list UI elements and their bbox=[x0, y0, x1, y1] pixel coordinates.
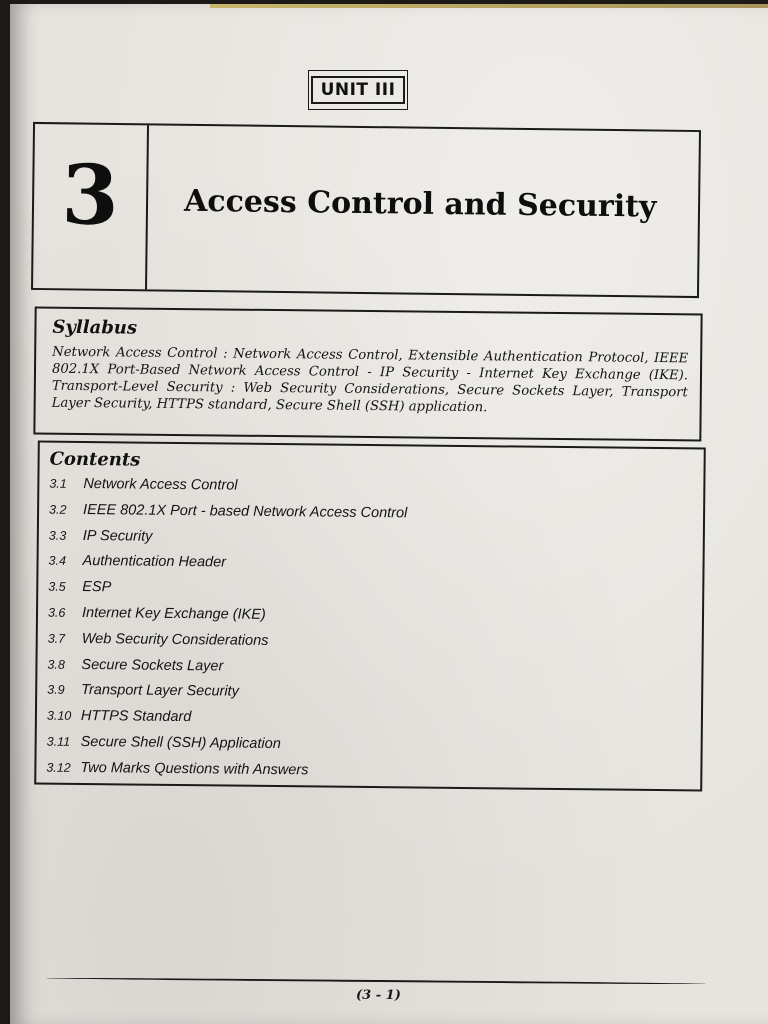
contents-heading: Contents bbox=[49, 448, 141, 471]
contents-list bbox=[46, 476, 691, 792]
contents-item-title: Secure Sockets Layer bbox=[81, 656, 224, 675]
chapter-header bbox=[31, 122, 701, 298]
contents-item-number: 3.2 bbox=[49, 502, 67, 517]
contents-item-number: 3.12 bbox=[46, 760, 71, 775]
contents-item-number: 3.5 bbox=[48, 579, 66, 594]
contents-item-number: 3.3 bbox=[48, 528, 67, 543]
contents-item-title: Network Access Control bbox=[83, 475, 238, 494]
contents-item bbox=[46, 759, 688, 792]
contents-item-number: 3.8 bbox=[47, 657, 65, 672]
chapter-title: Access Control and Security bbox=[183, 183, 657, 225]
contents-item-title: ESP bbox=[82, 579, 112, 596]
page-number: (3 - 1) bbox=[356, 988, 401, 1003]
contents-item-number: 3.4 bbox=[48, 554, 67, 569]
contents-item-number: 3.10 bbox=[46, 708, 72, 724]
contents-item-number: 3.9 bbox=[47, 682, 65, 698]
syllabus-box bbox=[33, 307, 702, 442]
contents-item-title: Internet Key Exchange (IKE) bbox=[81, 604, 266, 623]
contents-item-title: Transport Layer Security bbox=[81, 682, 239, 701]
contents-item-number: 3.11 bbox=[46, 734, 71, 749]
contents-item-title: IEEE 802.1X Port - based Network Access Control bbox=[83, 501, 408, 522]
page-top-edge bbox=[210, 4, 768, 8]
contents-item-title: IP Security bbox=[82, 527, 153, 545]
contents-item-number: 3.7 bbox=[47, 631, 66, 646]
contents-box bbox=[34, 441, 706, 792]
contents-item-title: HTTPS Standard bbox=[80, 708, 192, 726]
unit-label: UNIT III bbox=[311, 76, 406, 104]
book-page bbox=[10, 4, 768, 1024]
syllabus-text: Network Access Control : Network Access Control, Extensible Authentication Protocol, IEEE 802.1X Port-Based Network Access Control - IP Security - Internet Key Exchange (IKE). Transport-Level Security : Web Security Considerations, Secure Sockets Layer, Transport Layer Security, HTTPS standard, Secure Shell (SSH) application. bbox=[51, 344, 689, 416]
syllabus-heading: Syllabus bbox=[52, 316, 138, 339]
unit-label-box bbox=[308, 70, 408, 110]
chapter-number: 3 bbox=[61, 147, 120, 244]
contents-item-number: 3.6 bbox=[47, 605, 66, 620]
contents-item-title: Web Security Considerations bbox=[81, 630, 269, 649]
contents-item-number: 3.1 bbox=[49, 476, 67, 491]
contents-item-title: Two Marks Questions with Answers bbox=[80, 759, 309, 779]
contents-item-title: Authentication Header bbox=[82, 553, 227, 571]
footer-rule bbox=[46, 977, 706, 985]
chapter-divider bbox=[145, 125, 149, 289]
contents-item-title: Secure Shell (SSH) Application bbox=[80, 733, 281, 753]
